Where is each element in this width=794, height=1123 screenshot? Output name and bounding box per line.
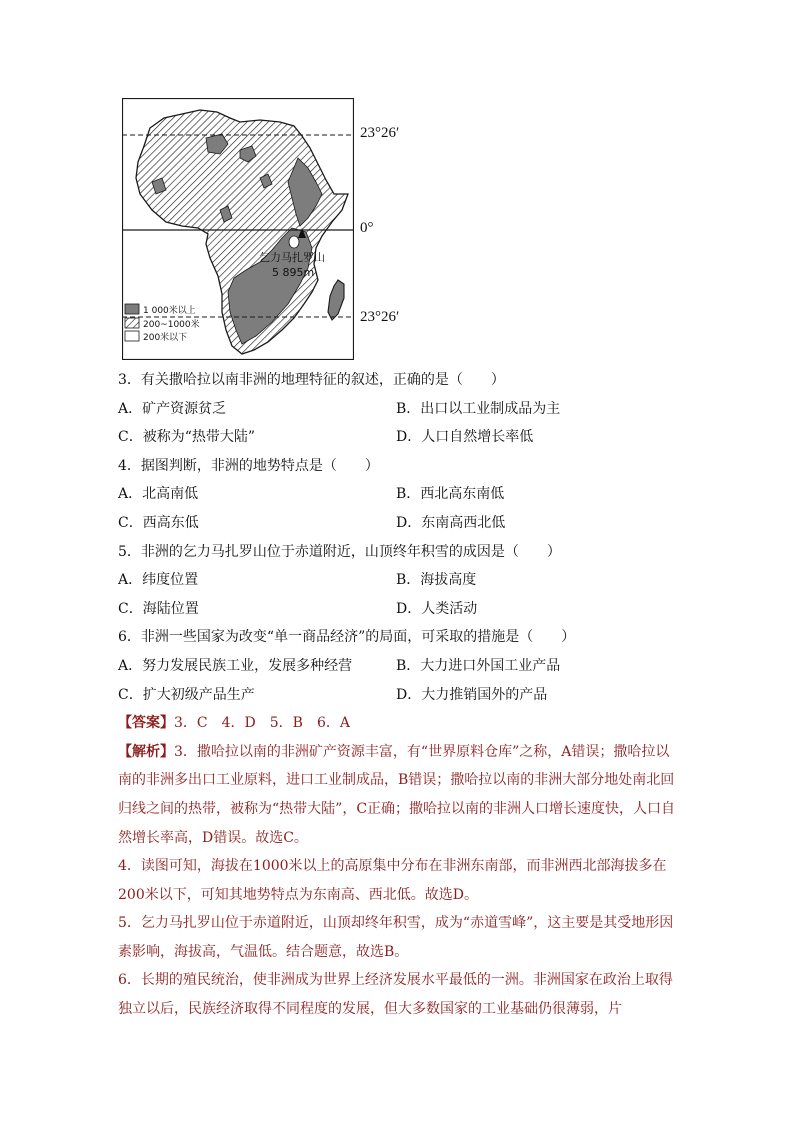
question-4-option-a[interactable]: A．北高南低 (118, 486, 199, 503)
africa-elevation-map (122, 98, 354, 360)
analysis-text-3: 3．撒哈拉以南的非洲矿产资源丰富，有“世界原料仓库”之称，A错误；撒哈拉以南的非洲多出口工业原料，进口工业制成品，B错误；撒哈拉以南的非洲大部分地处南北回归线之间的热带，被称为“热带大陆”，C正确；撒哈拉以南的非洲人口增长速度快，人口自然增长率高，D错误。故选C。 (118, 743, 676, 846)
question-3-option-c[interactable]: C．被称为“热带大陆” (118, 429, 256, 446)
question-5-option-c[interactable]: C．海陆位置 (118, 600, 199, 617)
question-5-option-b[interactable]: B．海拔高度 (396, 572, 477, 589)
question-3-option-a[interactable]: A．矿产资源贫乏 (118, 400, 227, 417)
answer-text: 3．C 4．D 5．B 6．A (174, 715, 350, 732)
question-5-option-a[interactable]: A．纬度位置 (118, 572, 199, 589)
question-3-options-row-2 (118, 423, 678, 452)
question-6-option-c[interactable]: C．扩大初级产品生产 (118, 686, 255, 703)
question-6-options-row-2 (118, 681, 678, 710)
question-6-options-row-1 (118, 652, 678, 681)
question-section (118, 366, 678, 1024)
lake-victoria (289, 236, 299, 248)
question-4-options-row-2 (118, 509, 678, 538)
analysis-paragraph-5: 5．乞力马扎罗山位于赤道附近，山顶却终年积雪，成为“赤道雪峰”，这主要是其受地形因素影响，海拔高，气温低。结合题意，故选B。 (118, 915, 674, 960)
legend-label-lowland: 200米以下 (143, 333, 188, 343)
latitude-label-tropic-cancer: 23°26′ (360, 125, 400, 141)
mountain-name-label: 乞力马扎罗山 (259, 251, 325, 264)
analysis-paragraph-6: 6．长期的殖民统治，使非洲成为世界上经济发展水平最低的一洲。非洲国家在政治上取得独立以后，民族经济取得不同程度的发展，但大多数国家的工业基础仍很薄弱，片 (118, 972, 673, 1018)
question-6-stem: 6．非洲一些国家为改变“单一商品经济”的局面，可采取的措施是（ ） (118, 629, 576, 646)
answer-tag: 【答案】 (118, 715, 174, 732)
question-5-options-row-1 (118, 566, 678, 595)
latitude-label-equator: 0° (360, 220, 374, 236)
question-3-stem: 3．有关撒哈拉以南非洲的地理特征的叙述，正确的是（ ） (118, 372, 505, 388)
legend-label-highland: 1 000米以上 (143, 306, 196, 316)
analysis-paragraph-4: 4．读图可知，海拔在1000米以上的高原集中分布在非洲东南部，而非洲西北部海拔多在200米以下，可知其地势特点为东南高、西北低。故选D。 (118, 858, 667, 903)
legend-swatch-plateau (125, 318, 139, 328)
question-4-stem: 4．据图判断，非洲的地势特点是（ ） (118, 457, 379, 474)
legend-swatch-lowland (125, 331, 139, 341)
africa-map-svg (122, 98, 354, 360)
question-3-option-b[interactable]: B．出口以工业制成品为主 (396, 400, 561, 417)
question-5-options-row-2 (118, 595, 678, 624)
legend-swatch-highland (125, 304, 139, 314)
analysis-paragraph-3 (118, 738, 680, 852)
question-3-options-row-1 (118, 395, 678, 424)
question-4-option-d[interactable]: D．东南高西北低 (396, 514, 506, 531)
question-4-options-row-1 (118, 480, 678, 509)
question-5-option-d[interactable]: D．人类活动 (396, 600, 478, 617)
question-5-stem: 5．非洲的乞力马扎罗山位于赤道附近，山顶终年积雪的成因是（ ） (118, 543, 561, 560)
question-4-option-b[interactable]: B．西北高东南低 (396, 486, 505, 503)
analysis-tag: 【解析】 (118, 743, 174, 760)
question-3-option-d[interactable]: D．人口自然增长率低 (396, 429, 534, 446)
analysis-section (118, 738, 680, 1024)
question-4-option-c[interactable]: C．西高东低 (118, 514, 199, 531)
mountain-height-label: 5 895m (272, 266, 315, 279)
question-6-option-a[interactable]: A．努力发展民族工业，发展多种经营 (118, 657, 353, 674)
legend-label-plateau: 200~1000米 (143, 320, 200, 330)
question-6-option-d[interactable]: D．大力推销国外的产品 (396, 686, 548, 703)
latitude-label-tropic-capricorn: 23°26′ (360, 309, 400, 325)
answer-line (118, 709, 678, 738)
question-6-option-b[interactable]: B．大力进口外国工业产品 (396, 657, 561, 674)
